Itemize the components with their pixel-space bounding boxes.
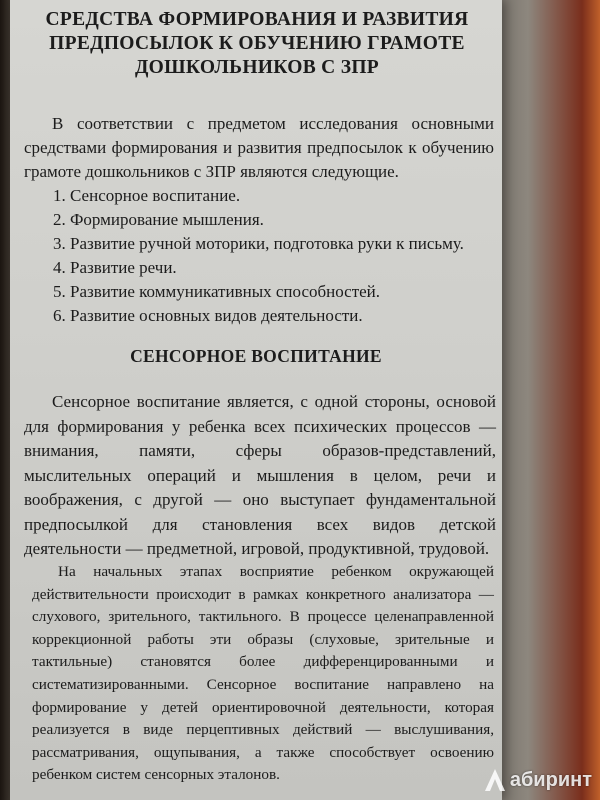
list-item: 1. Сенсорное воспитание. — [53, 186, 241, 205]
page-title — [18, 8, 496, 80]
intro-paragraph: В соответствии с предметом исследования основными средствами формирования и развития предпосылок к обучению грамоте дошкольников с ЗПР являются следующие. — [24, 114, 494, 181]
title-line-3: ДОШКОЛЬНИКОВ С ЗПР — [134, 57, 380, 78]
book-page — [10, 0, 502, 800]
list-item: 3. Развитие ручной моторики, подготовка руки к письму. — [53, 234, 464, 253]
section-paragraph-1 — [24, 390, 496, 562]
means-list — [24, 184, 494, 328]
watermark-text: абиринт — [509, 768, 592, 791]
labirint-logo-icon — [484, 768, 506, 792]
section-heading: СЕНСОРНОЕ ВОСПИТАНИЕ — [130, 346, 382, 366]
list-item: 5. Развитие коммуникативных способностей. — [53, 282, 381, 301]
title-line-2: ПРЕДПОСЫЛОК К ОБУЧЕНИЮ ГРАМОТЕ — [49, 33, 465, 54]
paragraph-text: Сенсорное воспитание является, с одной стороны, основой для формирования у ребенка всех психических процессов — внимания, памяти, сферы образов-представлений, мыслительных операций и мышления в целом, речи и воображения, с другой — оно выступает фундаментальной предпосылкой для становления всех видов детской деятельности — предметной, игровой, продуктивной, трудовой. — [24, 392, 496, 558]
list-item: 4. Развитие речи. — [53, 258, 177, 277]
intro-block — [24, 112, 494, 328]
section-paragraph-2 — [32, 561, 494, 787]
list-item: 2. Формирование мышления. — [53, 210, 264, 229]
title-line-1: СРЕДСТВА ФОРМИРОВАНИЯ И РАЗВИТИЯ — [45, 9, 469, 30]
list-item: 6. Развитие основных видов деятельности. — [53, 306, 363, 325]
watermark — [484, 768, 592, 792]
paragraph-text: На начальных этапах восприятие ребенком окружающей действительности происходит в рамках конкретного анализатора — слухового, зрительного, тактильного. В процессе целенаправленной коррекционной работы эти образы (слуховые, зрительные и тактильные) становятся более дифференцированными и систематизированными. Сенсорное воспитание направлено на формирование у детей ориентировочной деятельности, которая реализуется в виде перцептивных действий — выслушивания, рассматривания, ощупывания, а также способствует освоению ребенком систем сенсорных эталонов. — [32, 563, 494, 784]
